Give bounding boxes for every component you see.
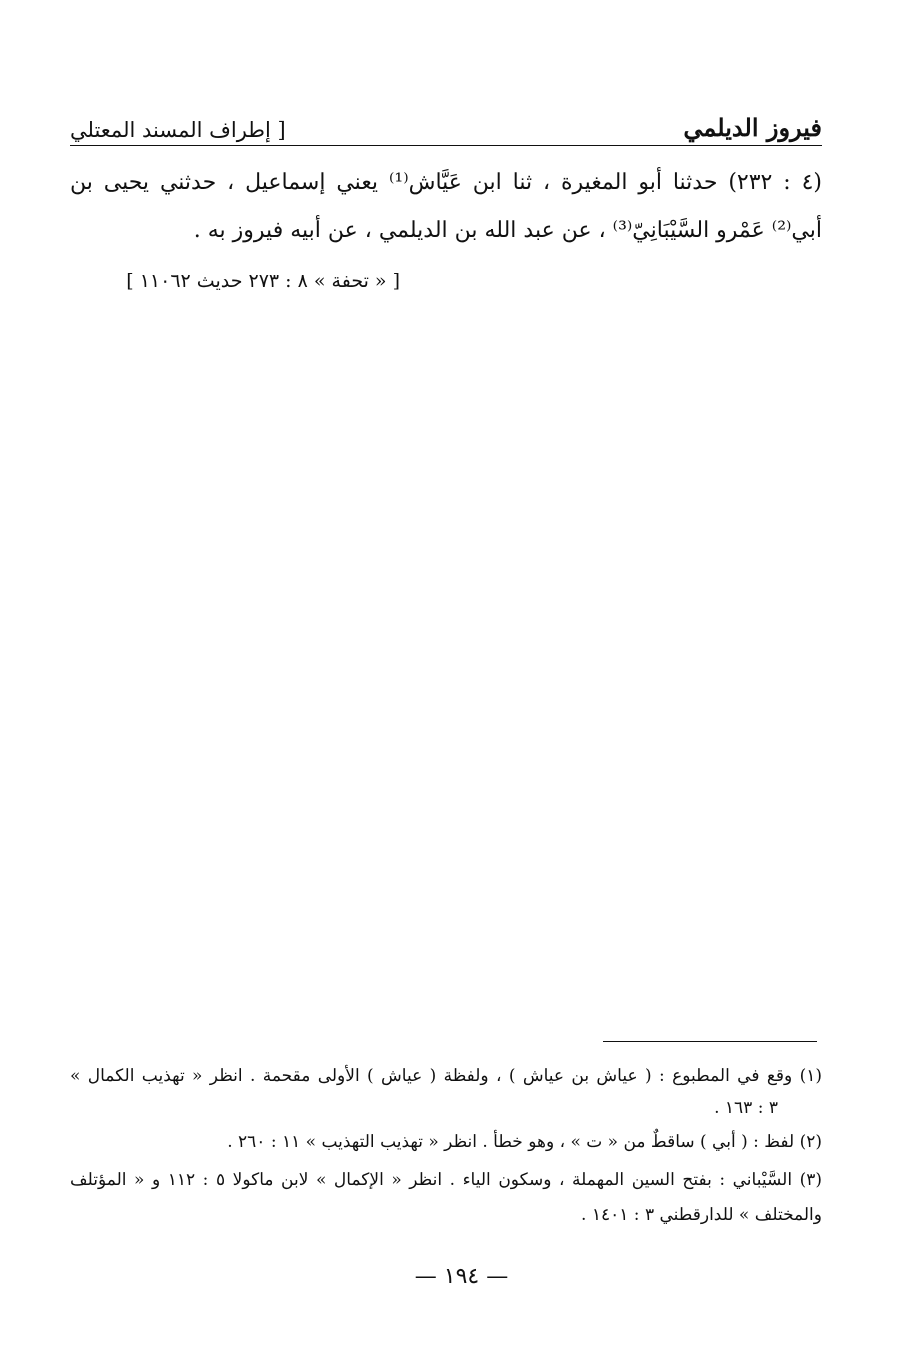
footnote-rule [603,1041,817,1042]
hadith-reference: [ « تحفة » ٨ : ٢٧٣ حديث ١١٠٦٢ ] [126,270,400,292]
footnote-1-line-1: (١) وقع في المطبوع : ( عياش بن عياش ) ، ولفظة ( عياش ) الأولى مقحمة . انظر « تهذيب الكمال » [70,1066,822,1086]
running-header [70,108,822,142]
header-section-name: فيروز الديلمي [683,113,822,142]
footnote-3-line-2: والمختلف » للدارقطني ٣ : ١٤٠١ . [581,1205,822,1225]
header-book-title: [ إطراف المسند المعتلي [70,118,286,142]
hadith-line-2: أبي⁽²⁾ عَمْرو السَّيْبَانِيّ⁽³⁾ ، عن عبد الله بن الديلمي ، عن أبيه فيروز به . [193,218,822,243]
footnote-1-line-2: ٣ : ١٦٣ . [714,1098,778,1118]
header-rule [70,145,822,146]
page-number: — ١٩٤ — [414,1264,509,1289]
footnote-3-line-1: (٣) السَّيْباني : بفتح السين المهملة ، وسكون الياء . انظر « الإكمال » لابن ماكولا ٥ : ١١٢ و « المؤتلف [70,1170,822,1190]
hadith-line-1: (٤ : ٢٣٢) حدثنا أبو المغيرة ، ثنا ابن عَيَّاش⁽¹⁾ يعني إسماعيل ، حدثني يحيى بن [70,170,822,195]
footnote-2: (٢) لفظ : ( أبي ) ساقطٌ من « ت » ، وهو خطأ . انظر « تهذيب التهذيب » ١١ : ٢٦٠ . [227,1132,822,1152]
